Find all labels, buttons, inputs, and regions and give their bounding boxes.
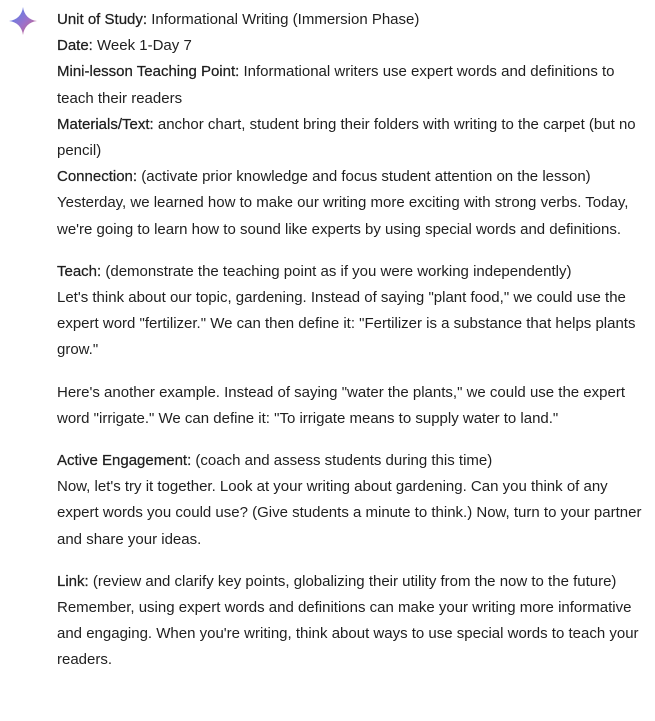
teach-label: Teach: [57, 262, 102, 280]
link-block [57, 569, 647, 674]
teaching-point-value: Informational writers use expert words and definitions to teach their readers [57, 63, 615, 107]
link [57, 569, 647, 595]
teach-block [57, 259, 647, 364]
link-body: Remember, using expert words and definitions can make your writing more informative and engaging. When you're writing, think about ways to use special words to teach your readers. [57, 599, 639, 669]
active-engagement-value: (coach and assess students during this time) [191, 452, 493, 470]
header-block [57, 7, 647, 243]
materials-value: anchor chart, student bring their folders with writing to the carpet (but no pencil) [57, 115, 636, 160]
materials-label: Materials/Text: [57, 115, 154, 133]
unit-value: Informational Writing (Immersion Phase) [147, 11, 420, 28]
link-value: (review and clarify key points, globalizing their utility from the now to the future) [88, 572, 617, 590]
teach-value: (demonstrate the teaching point as if you were working independently) [101, 262, 572, 280]
teach-body: Let's think about our topic, gardening. Instead of saying "plant food," we could use the expert word "fertilizer." We can then define it: "Fertilizer is a substance that helps plants grow." [57, 289, 636, 359]
connection-value: (activate prior knowledge and focus student attention on the lesson) [137, 168, 591, 186]
active-engagement [57, 448, 647, 474]
connection-body: Yesterday, we learned how to make our writing more exciting with strong verbs. Today, we're going to learn how to sound like experts by using special words and definitions. [57, 194, 629, 238]
date-label: Date: [57, 37, 93, 55]
example-block [57, 380, 647, 432]
lesson-plan-text [57, 7, 647, 674]
connection-label: Connection: [57, 168, 138, 186]
teach [57, 259, 647, 285]
unit-label: Unit of Study: [57, 11, 148, 28]
date [57, 33, 647, 59]
unit-of-study [57, 7, 647, 33]
teach-example: Here's another example. Instead of saying "water the plants," we could use the expert word "irrigate." We can define it: "To irrigate means to supply water to land." [57, 383, 626, 427]
active-engagement-body: Now, let's try it together. Look at your writing about gardening. Can you think of any expert words you could use? (Give students a minute to think.) Now, turn to your partner and share your ideas. [57, 478, 642, 548]
teaching-point-label: Mini-lesson Teaching Point: [57, 63, 240, 81]
active-engagement-block [57, 448, 647, 553]
link-label: Link: [57, 572, 89, 590]
materials [57, 112, 647, 164]
date-value: Week 1-Day 7 [92, 37, 192, 55]
gemini-sparkle-icon [8, 6, 38, 36]
connection [57, 164, 647, 190]
teaching-point [57, 59, 647, 111]
active-engagement-label: Active Engagement: [57, 452, 192, 470]
